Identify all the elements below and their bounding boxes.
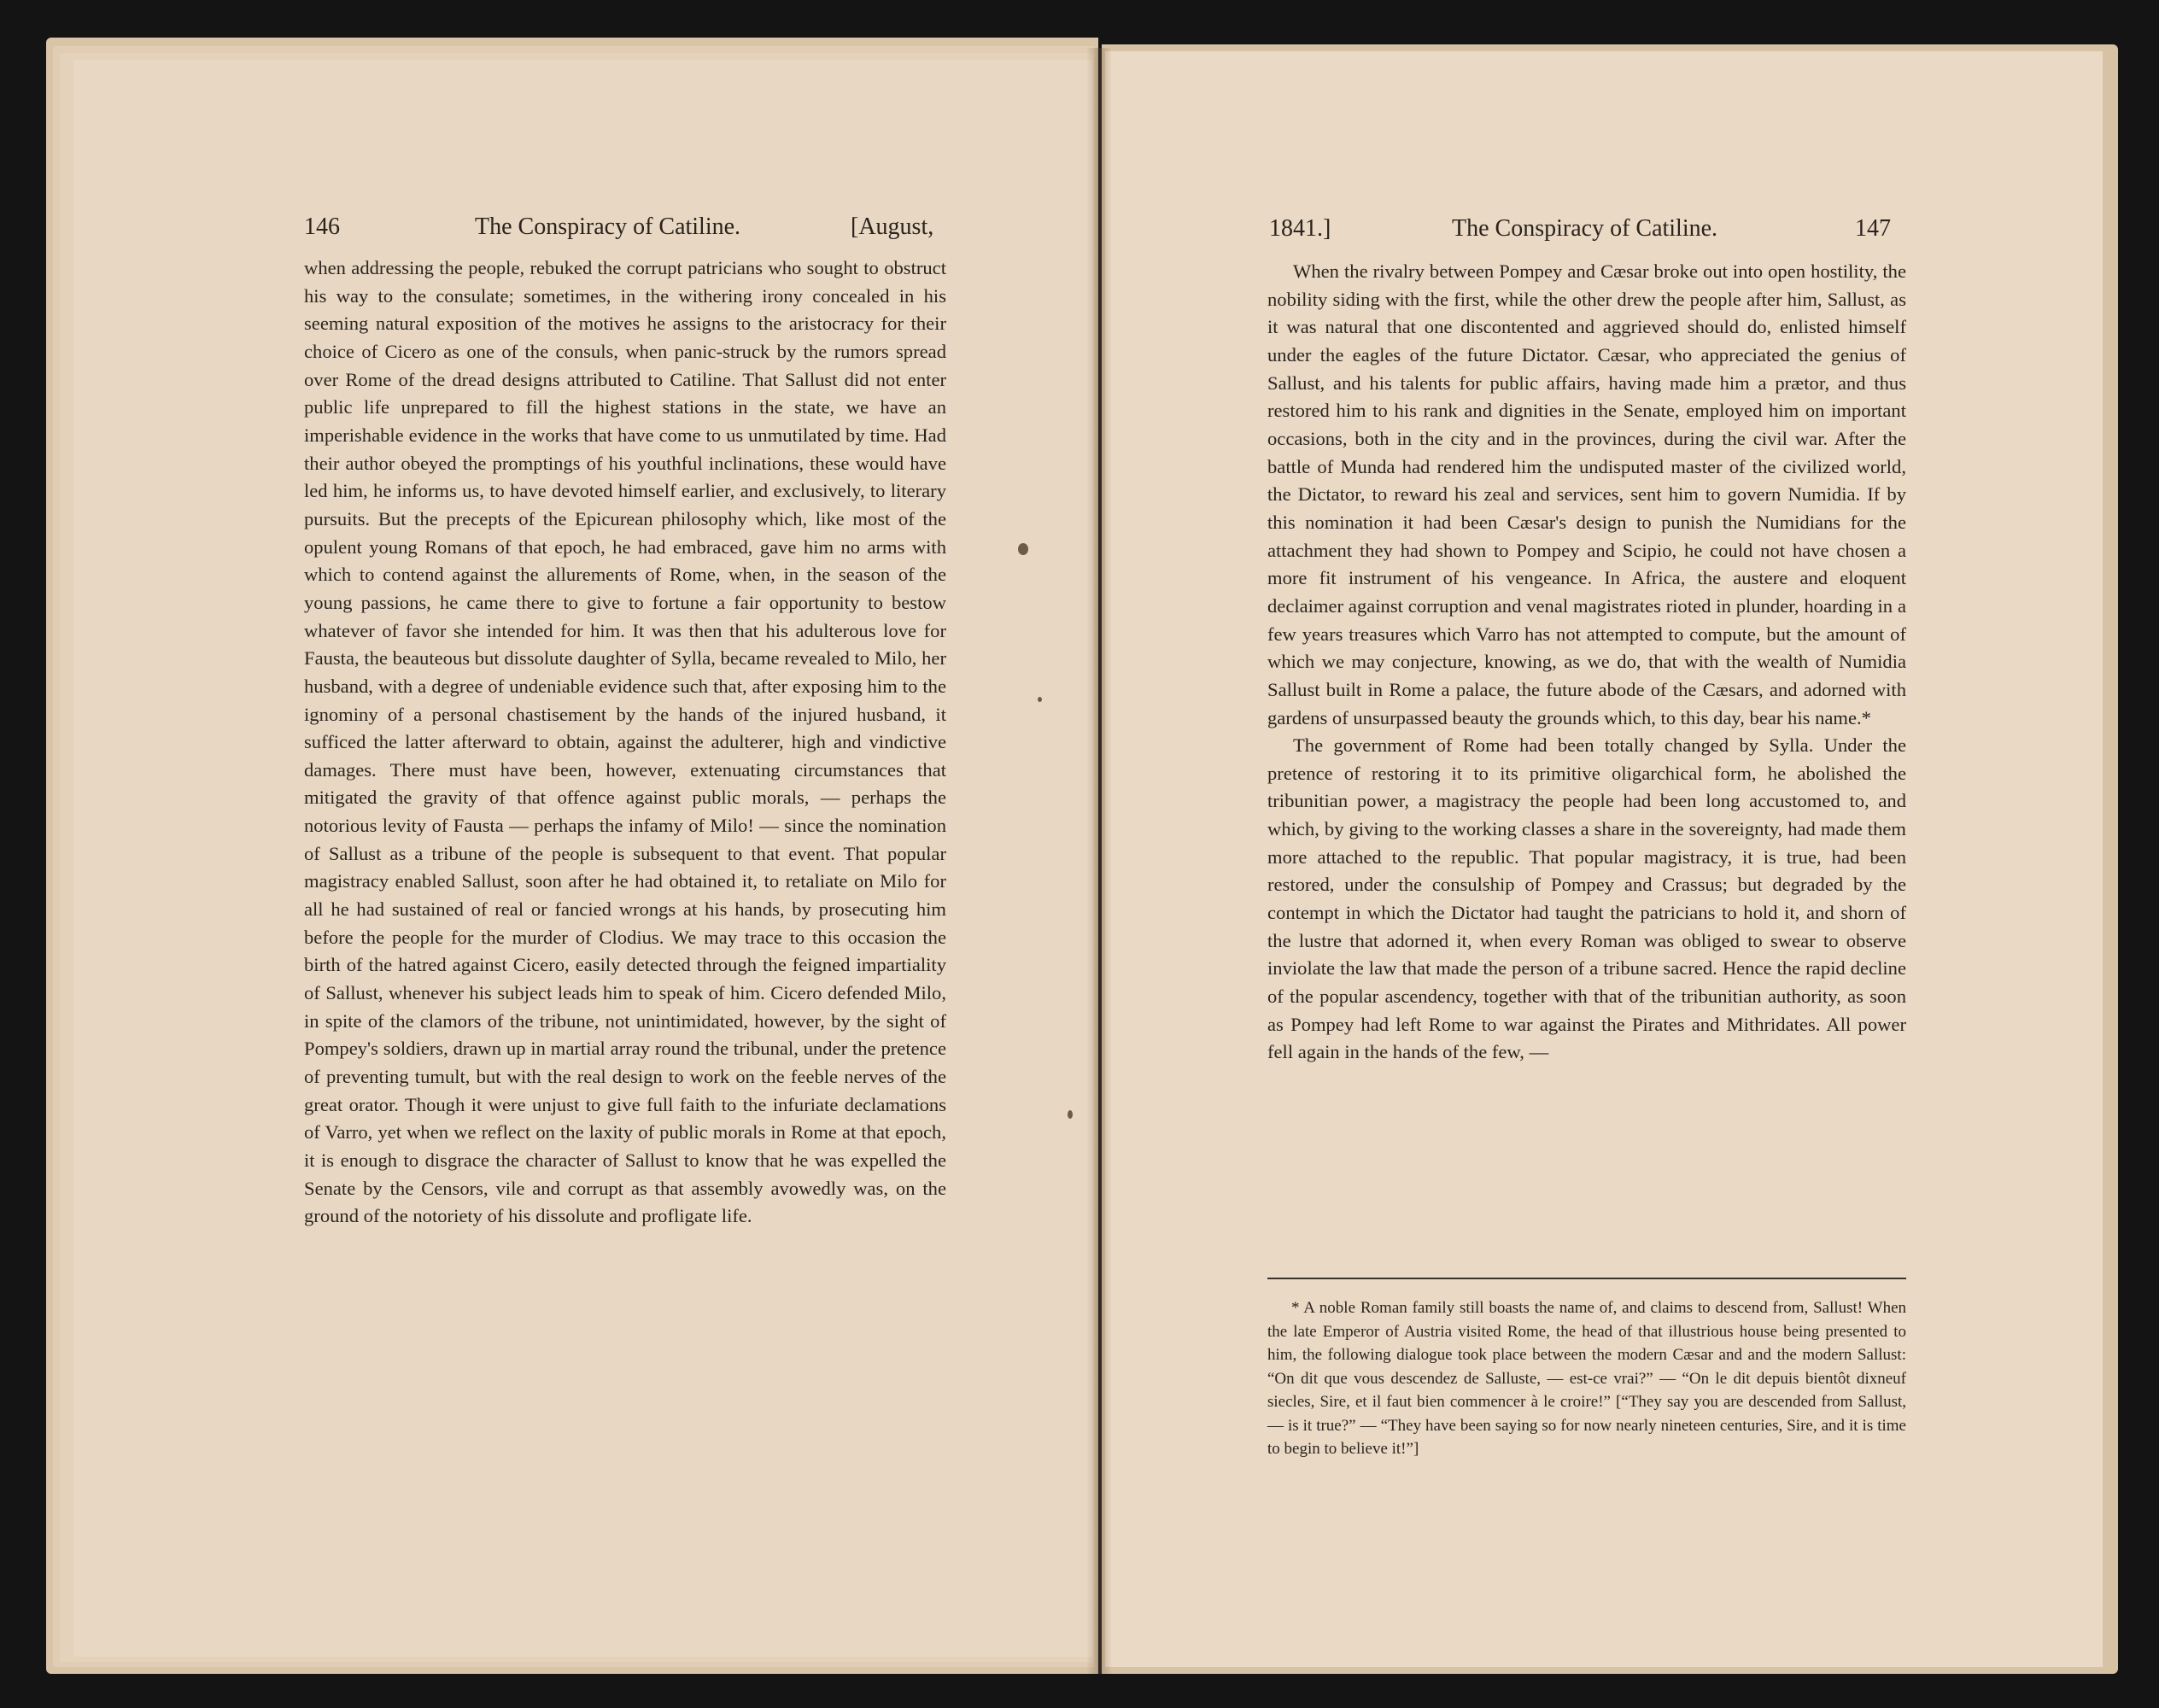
left-running-title: The Conspiracy of Catiline.	[475, 214, 741, 240]
paper-spot	[1018, 543, 1028, 555]
right-page-text	[1267, 258, 1906, 1067]
left-page-text	[304, 254, 946, 1231]
paper-spot	[1038, 697, 1042, 702]
right-page-number: 147	[1855, 215, 1891, 242]
right-running-title: The Conspiracy of Catiline.	[1452, 215, 1718, 242]
book-gutter	[1086, 48, 1112, 1674]
right-paragraph-2: The government of Rome had been totally changed by Sylla. Under the pretence of restoring it to its primitive oligarchical form, he abolished the tribunitian power, a magistracy the people had been long accustomed to, and which, by giving to the working classes a share in the sovereignty, had made them more attached to the republic. That popular magistracy, it is true, had been restored, under the consulship of Pompey and Crassus; but degraded by the contempt in which the Dictator had taught the patricians to hold it, and shorn of the lustre that adorned it, when every Roman was obliged to swear to observe inviolate the law that made the person of a tribune sacred. Hence the rapid decline of the popular ascendency, together with that of the tribunitian authority, as soon as Pompey had left Rome to war against the Pirates and Mithridates. All power fell again in the hands of the few, —	[1267, 734, 1906, 1063]
paper-spot	[1068, 1110, 1073, 1119]
right-running-date: 1841.]	[1269, 215, 1331, 242]
left-page-number: 146	[304, 214, 340, 240]
footnote-rule	[1267, 1278, 1906, 1279]
footnote-text: * A noble Roman family still boasts the name of, and claims to descend from, Sallust! When the late Emperor of Austria visited Rome, the head of that illustrious house being presented to him, the following dialogue took place between the modern Cæsar and and the modern Sallust: “On dit que vous descendez de Salluste, — est-ce vrai?” — “On le dit depuis bientôt dixneuf siecles, Sire, et il faut bien commencer à le croire!” [“They say you are descended from Sallust, — is it true?” — “They have been saying so for now nearly nineteen centuries, Sire, and it is time to begin to believe it!”]	[1267, 1299, 1906, 1458]
right-paragraph-1: When the rivalry between Pompey and Cæsar broke out into open hostility, the nobility siding with the first, while the other drew the people after him, Sallust, as it was natural that one discontented and aggrieved should do, enlisted himself under the eagles of the future Dictator. Cæsar, who appreciated the genius of Sallust, and his talents for public affairs, having made him a prætor, and thus restored him to his rank and dignities in the Senate, employed him on important occasions, both in the city and in the provinces, during the civil war. After the battle of Munda had rendered him the undisputed master of the civilized world, the Dictator, to reward his zeal and services, sent him to govern Numidia. If by this nomination it had been Cæsar's design to punish the Numidians for the attachment they had shown to Pompey and Scipio, he could not have chosen a more fit instrument of his vengeance. In Africa, the austere and eloquent declaimer against corruption and venal magistrates rioted in plunder, hoarding in a few years treasures which Varro has not attempted to compute, but the amount of which we may conjecture, knowing, as we do, that with the wealth of Numidia Sallust built in Rome a palace, the future abode of the Cæsars, and adorned with gardens of unsurpassed beauty the grounds which, to this day, bear his name.*	[1267, 260, 1906, 728]
right-footnote	[1267, 1296, 1906, 1461]
left-body-paragraph: when addressing the people, rebuked the corrupt patricians who sought to obstruct his way to the consulate; sometimes, in the withering irony concealed in his seeming natural exposition of the motives he assigns to the aristocracy for their choice of Cicero as one of the consuls, when panic-struck by the rumors spread over Rome of the dread designs attributed to Catiline. That Sallust did not enter public life unprepared to fill the highest stations in the state, we have an imperishable evidence in the works that have come to us unmutilated by time. Had their author obeyed the promptings of his youthful inclinations, these would have led him, he informs us, to have devoted himself earlier, and exclusively, to literary pursuits. But the precepts of the Epicurean philosophy which, like most of the opulent young Romans of that epoch, he had embraced, gave him no arms with which to contend against the allurements of Rome, when, in the season of the young passions, he came there to give to fortune a fair opportunity to bestow whatever of favor she intended for him. It was then that his adulterous love for Fausta, the beauteous but dissolute daughter of Sylla, became revealed to Milo, her husband, with a degree of undeniable evidence such that, after exposing him to the ignominy of a personal chastisement by the hands of the injured husband, it sufficed the latter afterward to obtain, against the adulterer, high and vindictive damages. There must have been, however, extenuating circumstances that mitigated the gravity of that offence against public morals, — perhaps the notorious levity of Fausta — perhaps the infamy of Milo! — since the nomination of Sallust as a tribune of the people is subsequent to that event. That popular magistracy enabled Sallust, soon after he had obtained it, to retaliate on Milo for all he had sustained of real or fancied wrongs at his hands, by prosecuting him before the people for the murder of Clodius. We may trace to this occasion the birth of the hatred against Cicero, easily detected through the feigned impartiality of Sallust, whenever his subject leads him to speak of him. Cicero defended Milo, in spite of the clamors of the tribune, not unintimidated, however, by the sight of Pompey's soldiers, drawn up in martial array round the tribunal, under the pretence of preventing tumult, but with the real design to work on the feeble nerves of the great orator. Though it were unjust to give full faith to the infuriate declamations of Varro, yet when we reflect on the laxity of public morals in Rome at that epoch, it is enough to disgrace the character of Sallust to know that he was expelled the Senate by the Censors, vile and corrupt as that assembly avowedly was, on the ground of the notoriety of his dissolute and profligate life.	[304, 257, 946, 1227]
left-running-date: [August,	[851, 214, 934, 240]
